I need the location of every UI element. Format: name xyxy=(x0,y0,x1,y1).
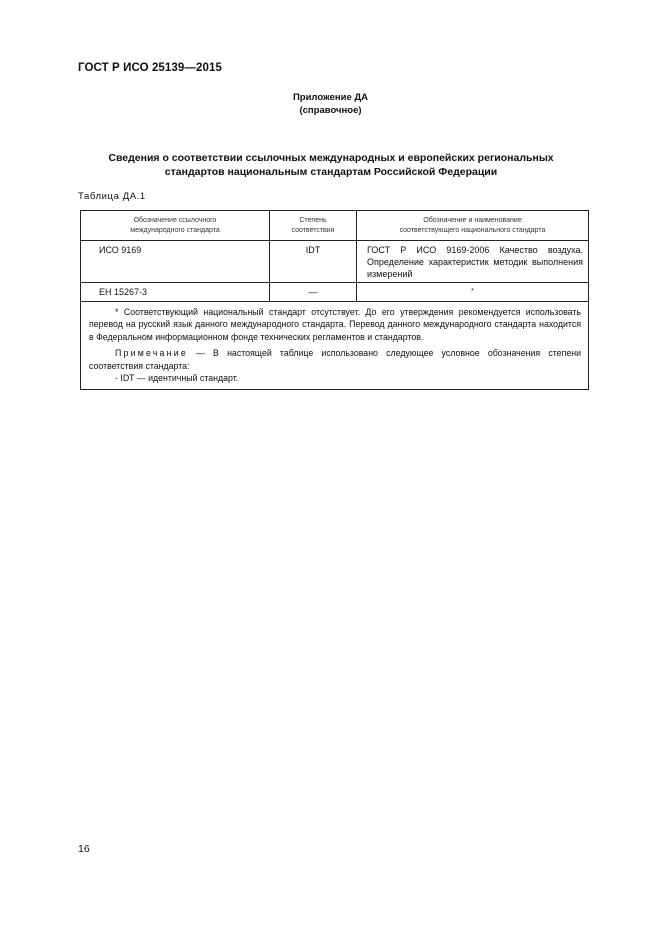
table-row xyxy=(81,241,589,283)
column-header-national: Обозначение и наименование соответствующего национального стандарта xyxy=(357,211,589,241)
main-title xyxy=(78,152,584,179)
note-item: - IDT — идентичный стандарт. xyxy=(115,373,239,384)
table-notes-row xyxy=(81,302,589,390)
main-title-line-2: стандартов национальным стандартам Российской Федерации xyxy=(164,165,498,178)
footnote: * Соответствующий национальный стандарт отсутствует. До его утверждения рекомендуется использовать перевод на русский язык данного международного стандарта. Перевод данного международного стандарта находится в Федеральном информационном фонде технических регламентов и стандартов. xyxy=(89,307,581,342)
page-number: 16 xyxy=(78,843,90,855)
note-text: — В настоящей таблице использовано следующее условное обозначения степени соответствия стандарта: xyxy=(89,348,581,371)
cell-national: * xyxy=(357,283,589,302)
main-title-line-1: Сведения о соответствии ссылочных международных и европейских региональных xyxy=(108,152,554,164)
table-header-row xyxy=(81,211,589,241)
cell-degree: IDT xyxy=(270,241,357,283)
document-header: ГОСТ Р ИСО 25139—2015 xyxy=(78,62,223,74)
column-header-degree: Степень соответствия xyxy=(270,211,357,241)
table-label: Таблица ДА.1 xyxy=(78,191,146,202)
correspondence-table xyxy=(80,210,589,390)
cell-reference: ИСО 9169 xyxy=(81,241,270,283)
table-notes xyxy=(81,302,589,390)
appendix-subtitle: (справочное) xyxy=(299,104,362,116)
cell-reference: ЕН 15267-3 xyxy=(81,283,270,302)
appendix-heading xyxy=(0,92,661,117)
cell-degree: — xyxy=(270,283,357,302)
table-row xyxy=(81,283,589,302)
appendix-title: Приложение ДА xyxy=(292,92,369,103)
cell-national: ГОСТ Р ИСО 9169-2006 Качество воздуха. Определение характеристик методик выполнения измерений xyxy=(357,241,589,283)
note-label: Примечание xyxy=(115,348,188,359)
column-header-reference: Обозначение ссылочного международного стандарта xyxy=(81,211,270,241)
table-note xyxy=(89,347,581,372)
